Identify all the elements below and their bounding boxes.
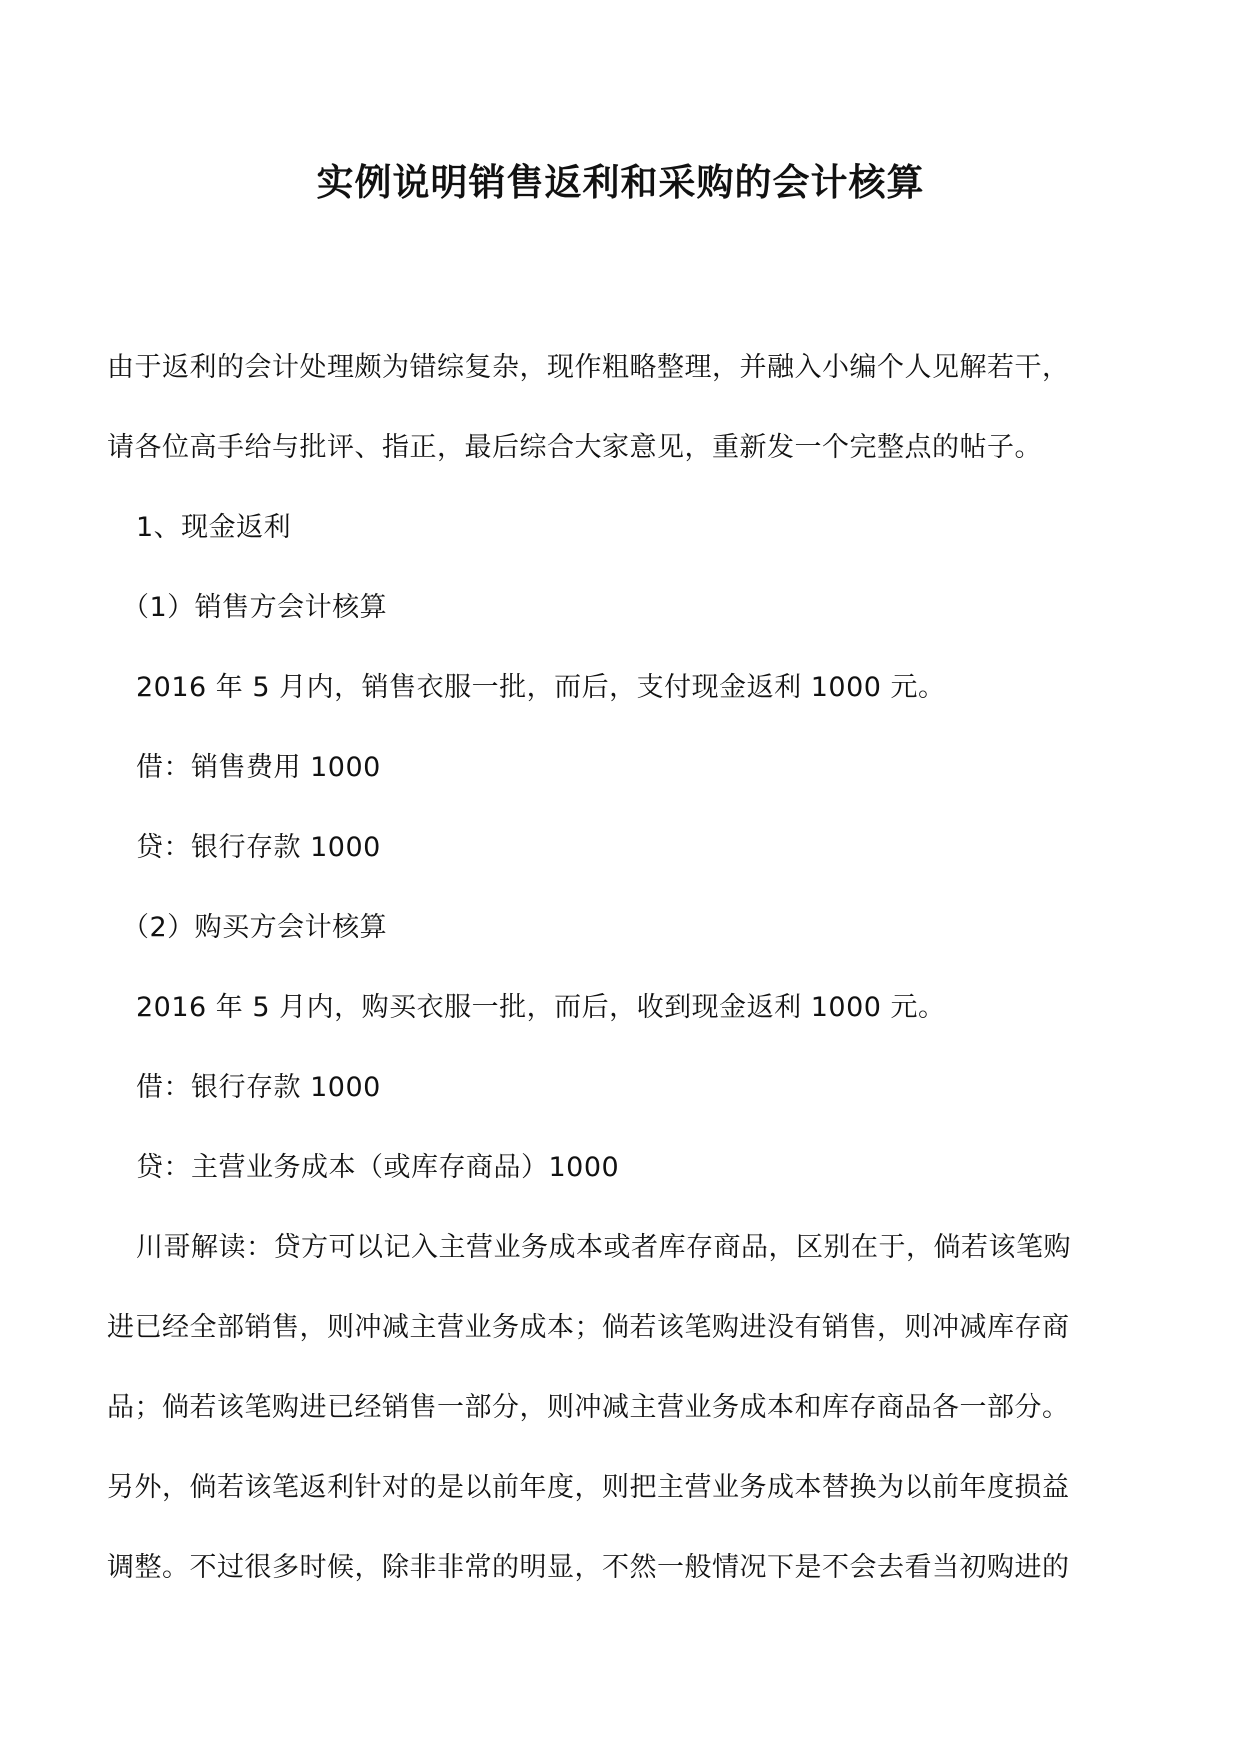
- paragraph-line: 另外，倘若该笔返利针对的是以前年度，则把主营业务成本替换为以前年度损益: [107, 1472, 1070, 1503]
- document-title: 实例说明销售返利和采购的会计核算: [316, 161, 925, 204]
- section-heading: 1、现金返利: [136, 512, 292, 543]
- paragraph-line: 请各位高手给与批评、指正，最后综合大家意见，重新发一个完整点的帖子。: [107, 432, 1042, 463]
- paragraph-line: 品；倘若该笔购进已经销售一部分，则冲减主营业务成本和库存商品各一部分。: [107, 1392, 1070, 1423]
- paragraph-line: 由于返利的会计处理颇为错综复杂，现作粗略整理，并融入小编个人见解若干，: [107, 352, 1070, 383]
- journal-entry-credit: 贷：主营业务成本（或库存商品）1000: [136, 1152, 620, 1183]
- journal-entry-debit: 借：银行存款 1000: [136, 1072, 381, 1103]
- subsection-heading: （2）购买方会计核算: [122, 912, 388, 943]
- paragraph-line: 2016 年 5 月内，购买衣服一批，而后，收到现金返利 1000 元。: [136, 992, 946, 1023]
- paragraph-line: 进已经全部销售，则冲减主营业务成本；倘若该笔购进没有销售，则冲减库存商: [107, 1312, 1070, 1343]
- journal-entry-credit: 贷：银行存款 1000: [136, 832, 381, 863]
- journal-entry-debit: 借：销售费用 1000: [136, 752, 381, 783]
- paragraph-line: 2016 年 5 月内，销售衣服一批，而后，支付现金返利 1000 元。: [136, 672, 946, 703]
- subsection-heading: （1）销售方会计核算: [122, 592, 388, 623]
- paragraph-line: 调整。不过很多时候，除非非常的明显，不然一般情况下是不会去看当初购进的: [107, 1552, 1070, 1583]
- paragraph-line: 川哥解读：贷方可以记入主营业务成本或者库存商品，区别在于，倘若该笔购: [136, 1232, 1071, 1263]
